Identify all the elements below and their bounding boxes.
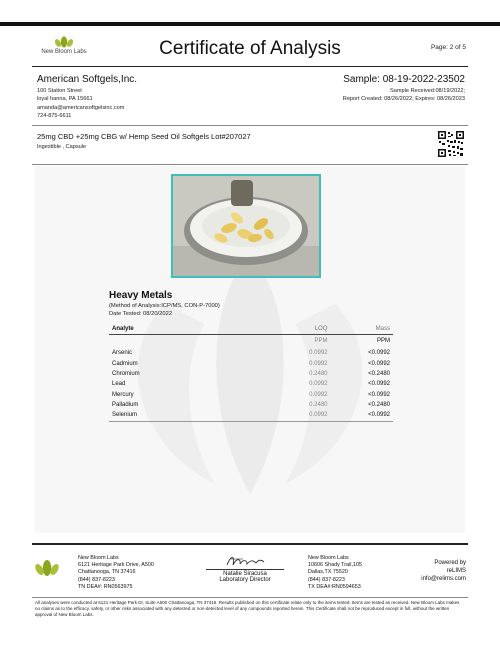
mass-cell: <0.0992: [368, 381, 390, 388]
mass-cell: <0.2480: [368, 370, 390, 377]
analyte-cell: Palladium: [112, 402, 139, 409]
unit-mass: PPM: [376, 338, 390, 344]
client-divider: [32, 125, 468, 126]
loq-cell: 0.0992: [309, 391, 328, 398]
test-date: Date Tested: 08/20/2022: [109, 311, 173, 317]
table-row: [109, 369, 393, 379]
col-mass: Mass: [331, 324, 393, 335]
analyte-cell: Lead: [112, 381, 126, 388]
lab-dea: TX DEA#:RN0594653: [308, 583, 361, 590]
mass-cell: <0.0992: [368, 391, 390, 398]
client-info: [37, 74, 237, 119]
document-title: Certificate of Analysis: [159, 38, 341, 59]
table-row: [109, 358, 393, 368]
disclaimer: All analyses were conducted at 6121 Heritage Park Dr, Suite A500 Chattanooga, TN 37416. Results published on this certificate relate only to the items tested. Items are tested as received. New Bloom Labs makes no claims as to the efficacy, safety, or other risks associated with any detected or non-detected level of any compounds reported herein. This Certificate shall not be reproduced except in full, without the written approval of New Bloom Labs.: [35, 600, 460, 618]
report-dates: Report Created: 08/26/2022; Expires: 08/26/2023: [342, 96, 465, 102]
lab-phone: (844) 837-8223: [308, 576, 345, 583]
unit-loq: PPM: [314, 338, 328, 344]
signature-block: [200, 553, 290, 583]
loq-cell: 0.0992: [309, 350, 328, 357]
analyte-cell: Cadmium: [112, 360, 138, 367]
powered-label: Powered by: [434, 560, 466, 566]
lab-address-tn: [78, 555, 154, 591]
powered-by: [421, 559, 466, 583]
col-analyte: Analyte: [109, 324, 279, 335]
client-address-2: loyal hanna, PA 15661: [37, 96, 93, 102]
lab-address-tx: [308, 555, 362, 591]
test-method: (Method of Analysis:ICP/MS, CON-P-7000): [109, 303, 220, 309]
loq-cell: 0.2480: [309, 370, 328, 377]
lab-name: New Bloom Labs: [78, 555, 119, 561]
table-header-row: [109, 324, 393, 335]
analyte-cell: Arsenic: [112, 350, 133, 357]
loq-cell: 0.2480: [309, 402, 328, 409]
sample-id: Sample: 08-19-2022-23502: [343, 74, 465, 85]
client-email[interactable]: amanda@americansoftgelsinc.com: [37, 104, 125, 111]
col-loq: LOQ: [279, 324, 330, 335]
product-type: Ingestible , Capsule: [37, 144, 87, 150]
signer-role: Laboratory Director: [219, 577, 271, 583]
sample-image: [173, 176, 319, 276]
signature-line: [206, 569, 284, 570]
table-row: [109, 400, 393, 410]
leaf-bloom-icon: [34, 559, 60, 577]
table-row: [109, 390, 393, 400]
test-title: Heavy Metals: [109, 290, 173, 301]
client-name: American Softgels,Inc.: [37, 74, 138, 85]
powered-brand[interactable]: reLIMS: [446, 568, 466, 574]
header-divider: [32, 66, 468, 67]
signer-name: Natalie Siracusa: [223, 571, 267, 577]
sample-info: [245, 74, 465, 102]
sample-received: Sample Received:08/19/2022;: [390, 87, 465, 94]
table-row: [109, 379, 393, 389]
footer: [0, 545, 500, 597]
product-divider: [32, 164, 468, 165]
powered-email[interactable]: info@relims.com: [421, 576, 466, 582]
mass-cell: <0.0992: [368, 350, 390, 357]
product-info: [37, 132, 367, 150]
analyte-cell: Mercury: [112, 391, 134, 398]
logo-text: New Bloom Labs: [41, 49, 87, 55]
lab-dea: TN DEA#: RN0563975: [78, 583, 133, 590]
disclaimer-divider: [32, 597, 468, 598]
signature-icon: [223, 553, 267, 569]
mass-cell: <0.2480: [368, 402, 390, 409]
table-row: [109, 410, 393, 421]
client-phone: 724-875-6611: [37, 113, 72, 119]
sample-photo: [171, 174, 321, 278]
loq-cell: 0.0992: [279, 410, 330, 421]
lab-street: 6121 Heritage Park Drive, A500: [78, 562, 154, 569]
table-row: [109, 348, 393, 358]
lab-name: New Bloom Labs: [308, 555, 349, 561]
client-address-1: 100 Station Street: [37, 87, 82, 94]
lab-city: Chattanooga, TN 37416: [78, 569, 136, 576]
units-row: [109, 335, 393, 349]
analyte-cell: Selenium: [109, 410, 279, 421]
results-panel: [35, 166, 465, 533]
loq-cell: 0.0992: [309, 381, 328, 388]
results-table: [109, 324, 393, 422]
loq-cell: 0.0992: [309, 360, 328, 367]
header: [0, 26, 500, 66]
page-number: Page: 2 of 5: [430, 44, 466, 51]
mass-cell: <0.0992: [368, 360, 390, 367]
mass-cell: <0.0992: [331, 410, 393, 421]
lab-city: Dallas,TX 75520: [308, 569, 348, 576]
lab-phone: (844) 837-8223: [78, 576, 115, 583]
qr-code-icon[interactable]: [438, 131, 464, 157]
analyte-cell: Chromium: [112, 370, 140, 377]
product-name: 25mg CBD +25mg CBG w/ Hemp Seed Oil Softgels Lot#207027: [37, 132, 251, 141]
lab-street: 10606 Shady Trail,105: [308, 562, 362, 569]
